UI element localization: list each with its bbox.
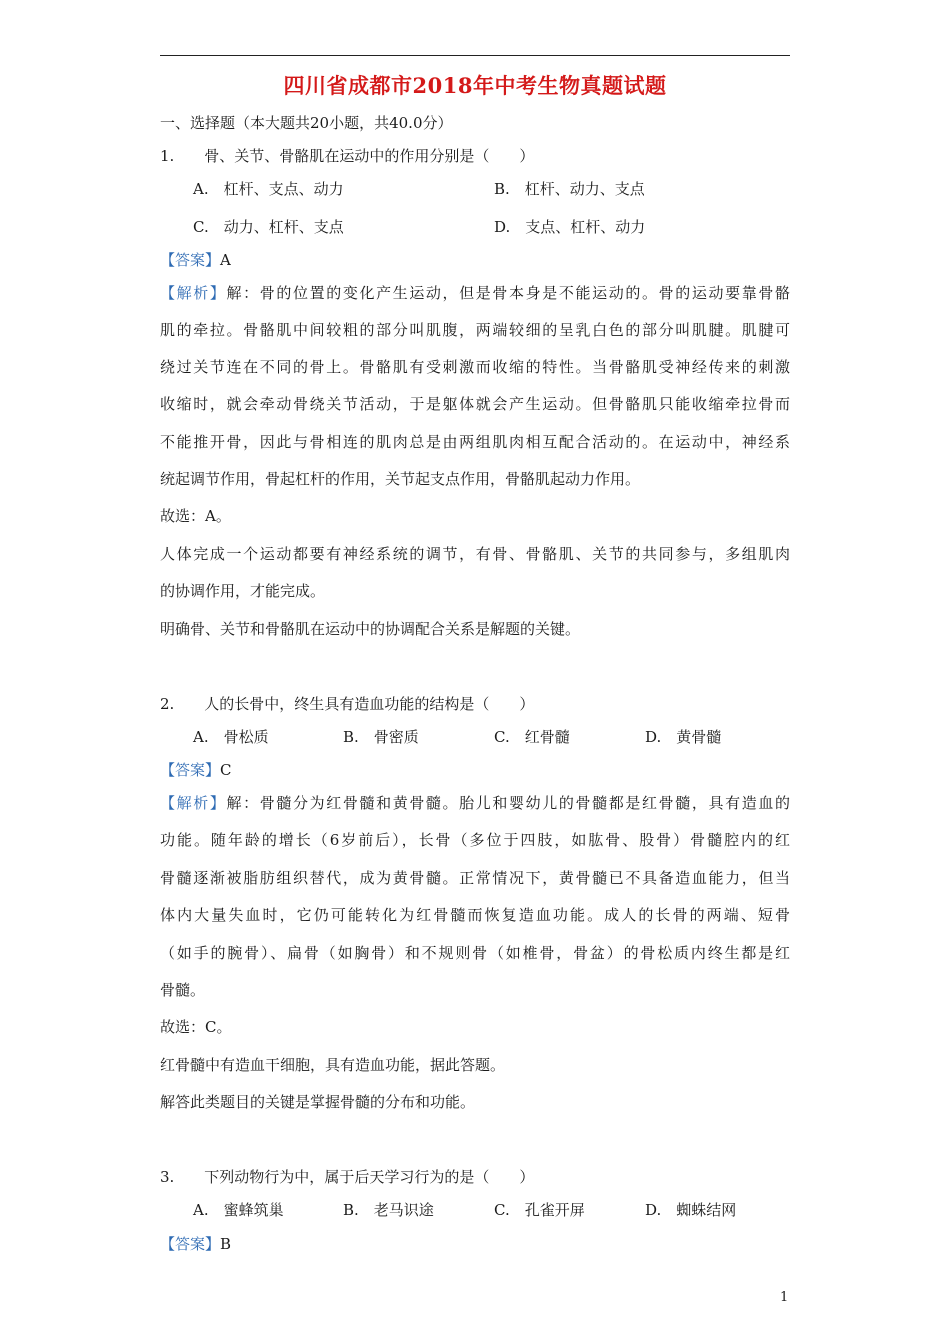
q3-option-a: A. 蜜蜂筑巢 <box>193 1201 284 1219</box>
q3-option-c: C. 孔雀开屏 <box>494 1201 585 1219</box>
answer-value: A <box>220 251 231 269</box>
analysis-text: 解：骨的位置的变化产生运动，但是骨本身是不能运动的。骨的运动要靠骨骼 <box>226 284 790 302</box>
q2-note: 红骨髓中有造血干细胞，具有造血功能，据此答题。 <box>160 1056 506 1074</box>
answer-value: C <box>220 761 232 779</box>
q1-key-point: 明确骨、关节和骨骼肌在运动中的协调配合关系是解题的关键。 <box>160 620 581 638</box>
page-title: 四川省成都市2018年中考生物真题试题 <box>283 73 667 98</box>
q1-option-c: C. 动力、杠杆、支点 <box>193 218 344 236</box>
analysis-text: 解：骨髓分为红骨髓和黄骨髓。胎儿和婴幼儿的骨髓都是红骨髓，具有造血的 <box>226 794 790 812</box>
q2-option-c: C. 红骨髓 <box>494 728 570 746</box>
q3-option-d: D. 蜘蛛结网 <box>645 1201 737 1219</box>
q1-choose: 故选：A。 <box>160 507 231 525</box>
analysis-tag: 【解析】 <box>160 794 227 812</box>
q1-analysis-line: 肌的牵拉。骨骼肌中间较粗的部分叫肌腹，两端较细的呈乳白色的部分叫肌腱。肌腱可 <box>160 321 790 339</box>
q1-analysis-line: 统起调节作用，骨起杠杆的作用，关节起支点作用，骨骼肌起动力作用。 <box>160 470 641 488</box>
q2-option-d: D. 黄骨髓 <box>645 728 722 746</box>
section-heading: 一、选择题（本大题共20小题，共40.0分） <box>160 114 453 132</box>
header-rule <box>160 55 790 56</box>
q1-option-b: B. 杠杆、动力、支点 <box>494 180 645 198</box>
q2-option-a: A. 骨松质 <box>193 728 269 746</box>
answer-tag: 【答案】 <box>160 1235 221 1253</box>
q1-option-d: D. 支点、杠杆、动力 <box>494 218 646 236</box>
q2-analysis-line: 骨髓逐渐被脂肪组织替代，成为黄骨髓。正常情况下，黄骨髓已不具备造血能力，但当 <box>160 869 790 887</box>
q2-analysis-line: 体内大量失血时，它仍可能转化为红骨髓而恢复造血功能。成人的长骨的两端、短骨 <box>160 906 790 924</box>
q1-analysis-line <box>160 283 790 303</box>
q1-analysis-line: 绕过关节连在不同的骨上。骨骼肌有受刺激而收缩的特性。当骨骼肌受神经传来的刺激 <box>160 358 790 376</box>
q3-stem: 3. 下列动物行为中，属于后天学习行为的是（ ） <box>160 1168 535 1186</box>
q3-answer <box>160 1234 231 1254</box>
page-number: 1 <box>780 1290 789 1305</box>
q1-note-line: 人体完成一个运动都要有神经系统的调节，有骨、骨骼肌、关节的共同参与，多组肌肉 <box>160 545 790 563</box>
q2-choose: 故选：C。 <box>160 1018 232 1036</box>
answer-value: B <box>220 1235 232 1253</box>
answer-tag: 【答案】 <box>160 251 221 269</box>
q1-option-a: A. 杠杆、支点、动力 <box>193 180 344 198</box>
q1-note-line: 的协调作用，才能完成。 <box>160 582 326 600</box>
q1-analysis-line: 不能推开骨，因此与骨相连的肌肉总是由两组肌肉相互配合活动的。在运动中，神经系 <box>160 433 790 451</box>
q2-analysis-line: 功能。随年龄的增长（6岁前后），长骨（多位于四肢，如肱骨、股骨）骨髓腔内的红 <box>160 831 790 849</box>
q2-answer <box>160 760 232 780</box>
q2-analysis-line <box>160 793 790 813</box>
q1-answer <box>160 250 231 270</box>
q3-option-b: B. 老马识途 <box>343 1201 434 1219</box>
answer-tag: 【答案】 <box>160 761 221 779</box>
q2-analysis-line: 骨髓。 <box>160 981 206 999</box>
q2-key-point: 解答此类题目的关键是掌握骨髓的分布和功能。 <box>160 1093 476 1111</box>
q1-stem: 1. 骨、关节、骨骼肌在运动中的作用分别是（ ） <box>160 147 535 165</box>
analysis-tag: 【解析】 <box>160 284 227 302</box>
q2-option-b: B. 骨密质 <box>343 728 419 746</box>
q2-analysis-line: （如手的腕骨）、扁骨（如胸骨）和不规则骨（如椎骨，骨盆）的骨松质内终生都是红 <box>160 944 790 962</box>
q1-analysis-line: 收缩时，就会牵动骨绕关节活动，于是躯体就会产生运动。但骨骼肌只能收缩牵拉骨而 <box>160 395 790 413</box>
q2-stem: 2. 人的长骨中，终生具有造血功能的结构是（ ） <box>160 695 535 713</box>
